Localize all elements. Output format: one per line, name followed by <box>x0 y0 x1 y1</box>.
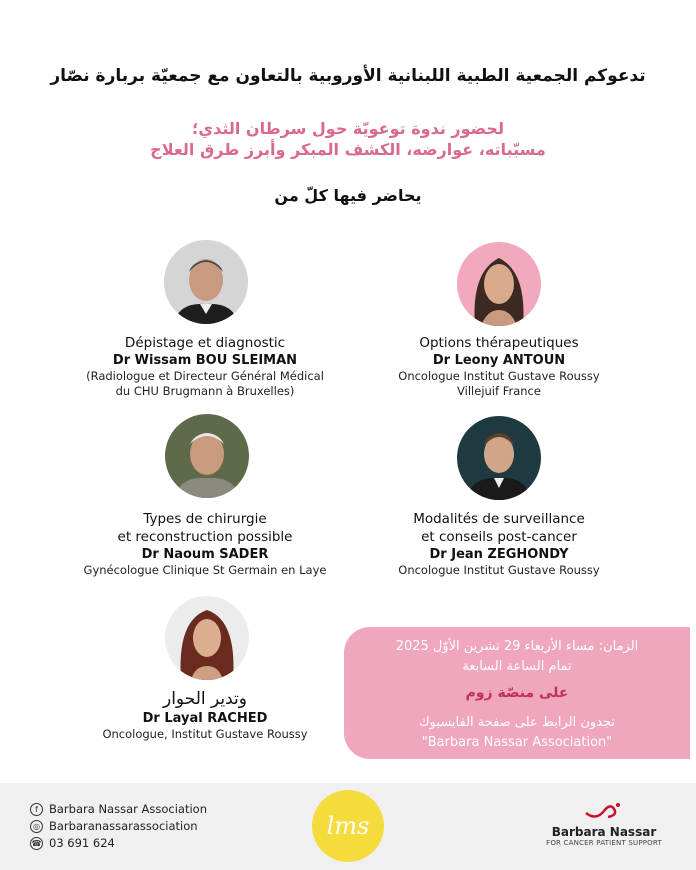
facebook-icon: f <box>30 803 43 816</box>
moderator-name: Dr Layal RACHED <box>142 711 268 726</box>
speaker-topic: Options thérapeutiques <box>419 335 579 351</box>
phone-contact[interactable] <box>30 836 115 850</box>
barbara-nassar-logo <box>544 801 664 847</box>
speaker-name: Dr Naoum SADER <box>141 547 269 562</box>
speaker-name: Dr Jean ZEGHONDY <box>429 547 569 562</box>
moderator-affiliation: Oncologue, Institut Gustave Roussy <box>102 727 308 741</box>
speaker-affiliation: Oncologue Institut Gustave Roussy <box>398 563 600 577</box>
footer-bar <box>0 783 696 870</box>
moderator-photo-rached <box>165 596 249 680</box>
speaker-name: Dr Wissam BOU SLEIMAN <box>112 353 298 368</box>
speaker-block-antoun <box>354 334 644 399</box>
speaker-photo-antoun <box>457 242 541 326</box>
speaker-block-bou-sleiman <box>60 334 350 399</box>
speaker-affiliation-2: du CHU Brugmann à Bruxelles) <box>115 384 295 398</box>
speaker-photo-sader <box>165 414 249 498</box>
seminar-topic <box>0 118 696 160</box>
brand-tagline: FOR CANCER PATIENT SUPPORT <box>546 839 662 847</box>
invitation-heading: تدعوكم الجمعية الطبية اللبنانية الأوروبية بالتعاون مع جمعيّة بربارة نصّار <box>50 66 646 86</box>
instagram-icon: ◎ <box>30 820 43 833</box>
phone-number: 03 691 624 <box>49 836 115 850</box>
event-platform: على منصّة زوم <box>465 685 569 701</box>
topic-line-2: مسبّباته، عوارضه، الكشف المبكر وأبرز طرق العلاج <box>150 140 546 159</box>
instagram-handle: Barbaranassarassociation <box>49 819 198 833</box>
moderator-role: وتدير الحوار <box>163 689 247 709</box>
lms-logo-text: lms <box>326 812 370 840</box>
speaker-block-sader <box>60 510 350 578</box>
event-info-panel <box>344 627 690 759</box>
speaker-affiliation: (Radiologue et Directeur Général Médical <box>86 369 324 383</box>
facebook-page-name: "Barbara Nassar Association" <box>421 735 613 750</box>
speaker-topic-line-1: Types de chirurgie <box>143 511 267 527</box>
topic-line-1: لحضور ندوة توعويّة حول سرطان الثدي؛ <box>192 119 504 138</box>
speaker-topic-line-2: et reconstruction possible <box>117 529 293 545</box>
instagram-contact[interactable] <box>30 819 198 833</box>
speaker-topic-line-2: et conseils post-cancer <box>421 529 577 545</box>
speaker-block-zeghondy <box>354 510 644 578</box>
event-date-time: الزمان: مساء الأربعاء 29 تشرين الأوّل 2025 <box>395 639 639 654</box>
facebook-contact[interactable] <box>30 802 207 816</box>
speaker-topic-line-1: Modalités de surveillance <box>413 511 585 527</box>
phone-icon: ☎ <box>31 838 42 848</box>
speaker-photo-bou-sleiman <box>164 240 248 324</box>
event-hour: تمام الساعة السابعة <box>462 659 572 674</box>
event-link-note: تجدون الرابط على صفحة الفايسبوك <box>418 715 616 730</box>
facebook-handle: Barbara Nassar Association <box>49 802 207 816</box>
brand-name: Barbara Nassar <box>551 825 657 839</box>
speaker-topic: Dépistage et diagnostic <box>124 335 286 351</box>
lms-logo <box>312 790 384 862</box>
moderator-block <box>60 688 350 742</box>
speaker-affiliation-2: Villejuif France <box>457 384 541 398</box>
speaker-affiliation: Oncologue Institut Gustave Roussy <box>398 369 600 383</box>
speaker-affiliation: Gynécologue Clinique St Germain en Laye <box>83 563 327 577</box>
speaker-photo-zeghondy <box>457 416 541 500</box>
speaker-name: Dr Leony ANTOUN <box>432 353 566 368</box>
ribbon-logo-icon <box>584 801 624 823</box>
speakers-heading: يحاضر فيها كلّ من <box>274 186 422 205</box>
